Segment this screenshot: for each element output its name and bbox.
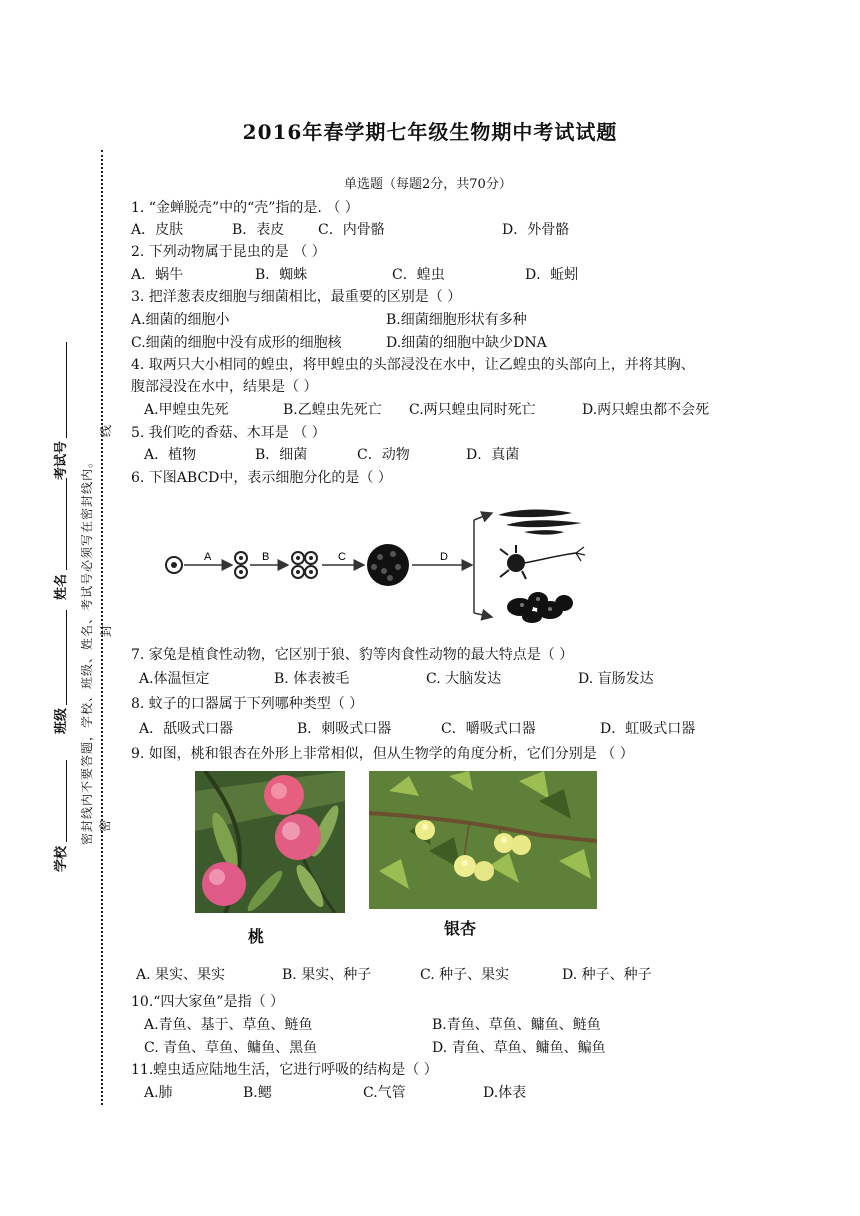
label-c: C (338, 551, 346, 563)
name-label: 姓名 (54, 573, 69, 600)
school-label: 学校 (54, 845, 69, 872)
q1-option-b: B．表皮 (232, 222, 285, 238)
name-field[interactable] (66, 478, 67, 570)
binding-notice: 密封线内不要答题，学校、班级、姓名、考试号必须写在密封线内。 (80, 454, 94, 845)
q1-stem: 1. “金蝉脱壳”中的“壳”指的是. （ ） (131, 200, 359, 216)
q7-option-c: C. 大脑发达 (426, 671, 502, 687)
q7-stem: 7. 家兔是植食性动物，它区别于狼、豹等肉食性动物的最大特点是（ ） (131, 647, 574, 663)
q10-option-c: C. 青鱼、草鱼、鳙鱼、黑鱼 (144, 1040, 318, 1056)
label-a: A (204, 551, 212, 563)
q1-option-d: D．外骨骼 (502, 222, 570, 238)
tissue-cells (507, 592, 573, 623)
q3-option-a: A.细菌的细胞小 (131, 312, 230, 328)
q2-stem: 2. 下列动物属于昆虫的是 （ ） (131, 244, 326, 260)
q9-option-d: D. 种子、种子 (562, 967, 652, 983)
q11-option-b: B.鳃 (243, 1085, 272, 1101)
single-cell (166, 557, 182, 573)
ginkgo-caption: 银杏 (444, 919, 477, 938)
q8-option-b: B．刺吸式口器 (297, 721, 392, 737)
q10-option-b: B.青鱼、草鱼、鳙鱼、鲢鱼 (432, 1017, 601, 1033)
q4-option-d: D.两只蝗虫都不会死 (582, 402, 710, 418)
q4-stem: 4. 取两只大小相同的蝗虫，将甲蝗虫的头部浸没在水中，让乙蝗虫的头部向上，并将其胸、 (131, 357, 695, 373)
q7-option-a: A.体温恒定 (139, 671, 210, 687)
exam-no-field[interactable] (66, 342, 67, 438)
label-d: D (440, 551, 448, 563)
q4-option-c: C.两只蝗虫同时死亡 (409, 402, 536, 418)
q2-option-d: D．蚯蚓 (525, 267, 579, 283)
q9-option-c: C. 种子、果实 (420, 967, 510, 983)
q9-option-b: B. 果实、种子 (282, 967, 372, 983)
q8-option-c: C．嚼吸式口器 (441, 721, 536, 737)
q3-option-c: C.细菌的细胞中没有成形的细胞核 (131, 335, 342, 351)
q11-option-c: C.气管 (363, 1085, 406, 1101)
q8-stem: 8. 蚊子的口器属于下列哪种类型（ ） (131, 696, 364, 712)
cell-mass (367, 544, 409, 586)
q8-option-d: D．虹吸式口器 (600, 721, 696, 737)
section-heading: 单选题（每题2分，共70分） (344, 177, 512, 192)
school-field[interactable] (66, 760, 67, 842)
q10-option-a: A.青鱼、基于、草鱼、鲢鱼 (144, 1017, 313, 1033)
two-cells (235, 552, 247, 578)
q5-option-c: C．动物 (357, 447, 410, 463)
ginkgo-illustration (369, 771, 597, 909)
q6-stem: 6. 下图ABCD中，表示细胞分化的是（ ） (131, 470, 392, 486)
q2-option-c: C．蝗虫 (392, 267, 445, 283)
q10-option-d: D. 青鱼、草鱼、鳙鱼、鳊鱼 (432, 1040, 606, 1056)
branch-arrow-bottom (474, 613, 492, 617)
muscle-cells (498, 510, 582, 535)
q4-stem-cont: 腹部浸没在水中，结果是（ ） (131, 379, 318, 395)
cell-differentiation-figure (160, 505, 590, 630)
q1-option-c: C．内骨骼 (318, 222, 385, 238)
q11-option-d: D.体表 (483, 1085, 527, 1101)
page-title: 2016年春学期七年级生物期中考试试题 (242, 120, 618, 144)
q5-option-d: D．真菌 (466, 447, 520, 463)
q3-option-d: D.细菌的细胞中缺少DNA (386, 335, 547, 351)
q11-option-a: A.肺 (144, 1085, 173, 1101)
label-b: B (262, 551, 270, 563)
q2-option-a: A．蜗牛 (131, 267, 184, 283)
q1-option-a: A．皮肤 (131, 222, 184, 238)
peach-photo (195, 771, 345, 913)
binding-xian: 线 (99, 424, 113, 437)
q4-option-a: A.甲蝗虫先死 (144, 402, 229, 418)
q8-option-a: A．舐吸式口器 (139, 721, 234, 737)
nerve-cell (500, 545, 585, 579)
peach-caption: 桃 (248, 927, 265, 946)
class-field[interactable] (66, 610, 67, 705)
q11-stem: 11.蝗虫适应陆地生活，它进行呼吸的结构是（ ） (131, 1062, 438, 1078)
q4-option-b: B.乙蝗虫先死亡 (283, 402, 382, 418)
binding-mi: 密 (98, 819, 112, 832)
q5-option-b: B．细菌 (255, 447, 308, 463)
branch-arrow-top (474, 513, 492, 520)
peach-illustration (195, 771, 345, 913)
q9-stem: 9. 如图，桃和银杏在外形上非常相似，但从生物学的角度分析，它们分别是 （ ） (131, 746, 634, 762)
ginkgo-photo (369, 771, 597, 909)
exam-no-label: 考试号 (54, 440, 69, 480)
q2-option-b: B．蜘蛛 (255, 267, 308, 283)
q3-option-b: B.细菌细胞形状有多种 (386, 312, 527, 328)
q10-stem: 10.“四大家鱼”是指（ ） (131, 994, 285, 1010)
four-cells (292, 552, 317, 578)
q7-option-b: B. 体表被毛 (274, 671, 350, 687)
q5-option-a: A．植物 (144, 447, 197, 463)
q9-option-a: A. 果实、果实 (136, 967, 226, 983)
binding-feng: 封 (99, 624, 113, 637)
q5-stem: 5. 我们吃的香菇、木耳是 （ ） (131, 425, 326, 441)
class-label: 班级 (54, 707, 69, 734)
q3-stem: 3. 把洋葱表皮细胞与细菌相比，最重要的区别是（ ） (131, 289, 462, 305)
q7-option-d: D. 盲肠发达 (578, 671, 654, 687)
